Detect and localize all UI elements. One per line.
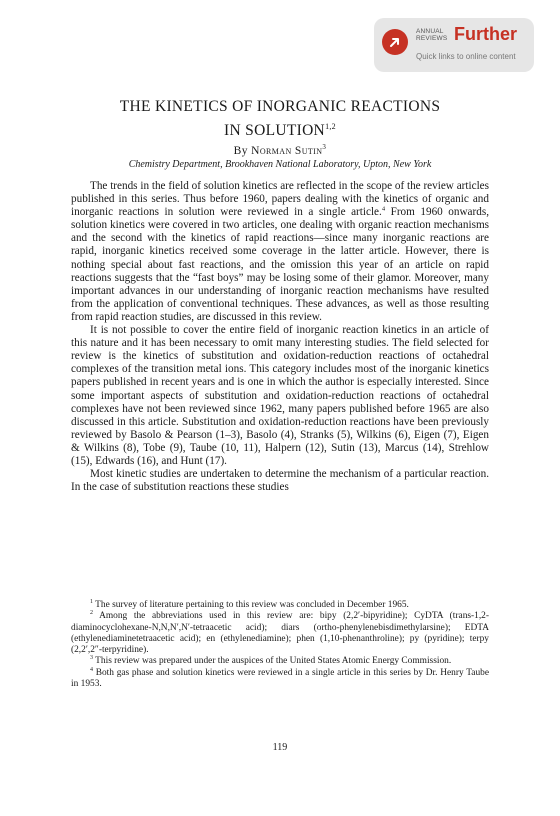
article-title <box>0 97 560 141</box>
title-line-2: IN SOLUTION$^{1,2}$ <box>224 122 336 140</box>
footnote: $^4$ Both gas phase and solution kinetics were reviewed in a single article in this series by Dr. Henry Taube in 1953. <box>71 666 489 690</box>
author-footnote-mark: 3 <box>322 143 327 151</box>
further-arrow-icon <box>382 29 408 55</box>
author-name: Norman Sutin <box>251 144 323 157</box>
title-footnote-marks: 1,2 <box>325 122 336 131</box>
paragraph: Most kinetic studies are undertaken to determine the mechanism of a particular reaction. In the case of substitution reactions these studies <box>71 468 489 494</box>
quick-links-label: Quick links to online content <box>416 52 516 61</box>
footnote-ref[interactable]: 4 <box>381 205 386 213</box>
author-affiliation: Chemistry Department, Brookhaven National Laboratory, Upton, New York <box>128 159 432 170</box>
footnote: $^2$ Among the abbreviations used in this review are: bipy (2,2′-bipyridine); CyDTA (trans-1,2-diaminocyclohexane-N,N,N′,N′-tetraacetic acid); diars (ortho-phenylenebisdimethylarsine); EDTA (ethylenediaminetetraacetic acid); en (ethylenediamine); phen (1,10-phenanthroline); py (pyridine); terpy (2,2′,2″-terpyridine). <box>71 610 489 656</box>
further-label: Further <box>454 24 517 44</box>
paragraph: It is not possible to cover the entire field of inorganic reaction kinetics in an article of this nature and it has been necessary to omit many interesting studies. The field selected for review is the kinetics of substitution and oxidation-reduction reactions of octahedral complexes of the transition metal ions. This category includes most of the inorganic kinetics papers published in recent years and is one in which the author is especially interested. Since some important aspects of substitution and oxidation-reduction reactions of octahedral complexes have not been reviewed since 1962, many papers published before 1965 are also discussed in this article. Substitution and oxidation-reduction reactions have been previously reviewed by Basolo & Pearson (1–3), Basolo (4), Stranks (5), Wilkins (6), Eigen (7), Eigen & Wilkins (8), Tobe (9), Taube (10, 11), Halpern (12), Sutin (13), Marcus (14), Strehlow (15), Edwards (16), and Hunt (17). <box>71 324 489 467</box>
annual-reviews-logo-text: ANNUAL REVIEWS <box>416 28 448 42</box>
author-line: By Norman Sutin$^3$ <box>233 143 327 157</box>
title-line-1: THE KINETICS OF INORGANIC REACTIONS <box>119 98 441 115</box>
paragraph: The trends in the field of solution kinetics are reflected in the scope of the review articles published in this series. Thus before 1960, papers dealing with the kinetics of organic and inorganic reactions in solution were reviewed in a single article.$^4$ From 1960 onwards, solution kinetics were covered in two articles, one dealing with organic reaction mechanisms and the second with the kinetics of rapid reactions—since many inorganic reactions are rapid, inorganic kinetics received some coverage in the latter article. However, there is nothing special about fast reactions, and the omission this year of an article on rapid reactions suggests that the “fast boys” may be losing some of their glamor. Moreover, many important advances in our understanding of inorganic reaction mechanisms have resulted from the application of conventional techniques. These advances, as well as those resulting from rapid reaction studies, are discussed in this review. <box>71 180 489 323</box>
annual-reviews-further-badge[interactable] <box>374 18 534 72</box>
footnote: $^1$ The survey of literature pertaining to this review was concluded in December 1965. <box>90 598 409 610</box>
page-number: 119 <box>272 742 288 753</box>
footnote: $^3$ This review was prepared under the auspices of the United States Atomic Energy Commission. <box>90 655 452 667</box>
article-body <box>71 180 489 494</box>
footnotes <box>71 600 489 690</box>
